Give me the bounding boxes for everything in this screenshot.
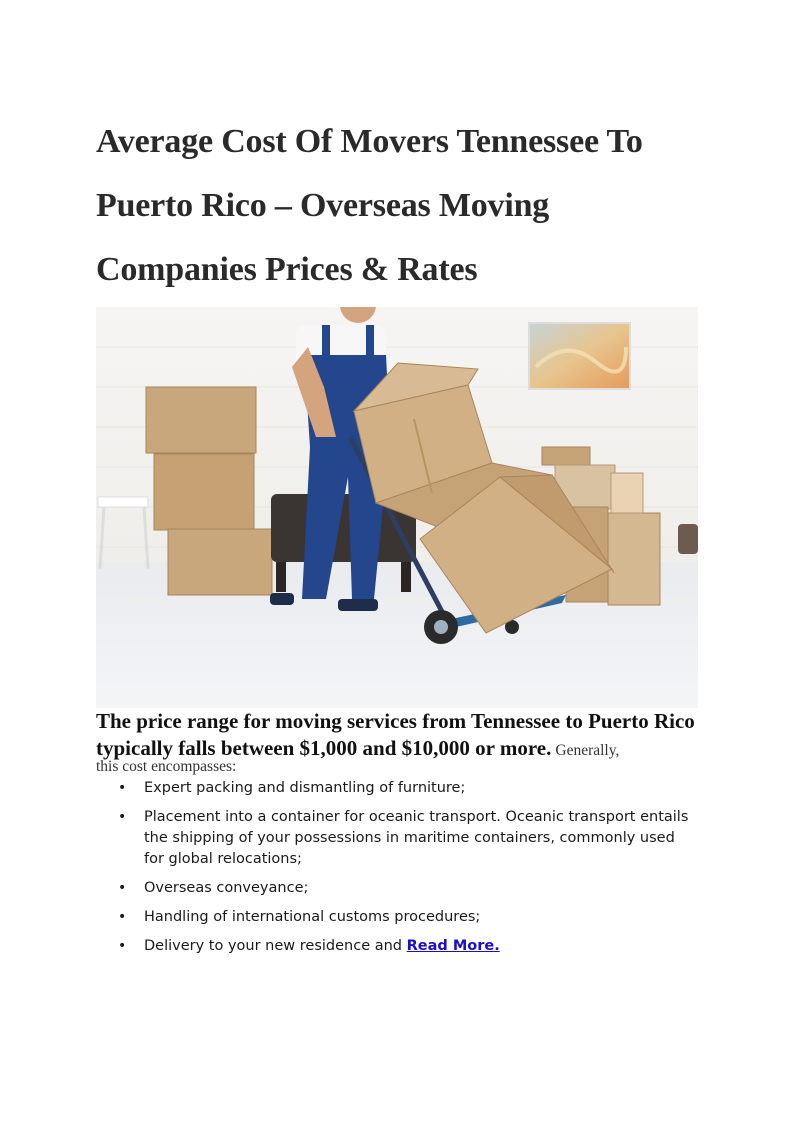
lead-continuation: this cost encompasses:: [96, 758, 237, 775]
list-item-text: Overseas conveyance;: [144, 880, 309, 896]
bullet-icon: •: [118, 909, 127, 925]
list-item: [96, 778, 698, 799]
list-item: [96, 878, 698, 899]
bullet-icon: •: [118, 809, 127, 825]
list-item: [96, 936, 698, 957]
list-item: [96, 907, 698, 928]
hero-illustration: [96, 307, 698, 708]
list-item-text: Placement into a container for oceanic transport. Oceanic transport entails the shipping of your possessions in maritime containers, commonly used for global relocations;: [144, 809, 689, 867]
hero-image: [96, 307, 698, 708]
lead-rest: Generally,: [555, 742, 620, 759]
page-title: Average Cost Of Movers Tennessee To Puerto Rico – Overseas Moving Companies Prices & Rates: [96, 123, 643, 288]
bullet-icon: •: [118, 938, 127, 954]
list-item: [96, 807, 698, 870]
bullet-icon: •: [118, 880, 127, 896]
sofa-edge-right: [678, 524, 698, 554]
read-more-link[interactable]: Read More.: [406, 938, 500, 954]
lead-paragraph: [96, 709, 698, 763]
cost-items-list: [96, 778, 698, 965]
lead-strong: The price range for moving services from Tennessee to Puerto Rico typically falls between $1,000 and $10,000 or more.: [96, 709, 695, 760]
list-item-text: Handling of international customs procedures;: [144, 909, 481, 925]
list-item-text: Delivery to your new residence and: [144, 938, 407, 954]
list-item-text: Expert packing and dismantling of furniture;: [144, 780, 466, 796]
bullet-icon: •: [118, 780, 127, 796]
